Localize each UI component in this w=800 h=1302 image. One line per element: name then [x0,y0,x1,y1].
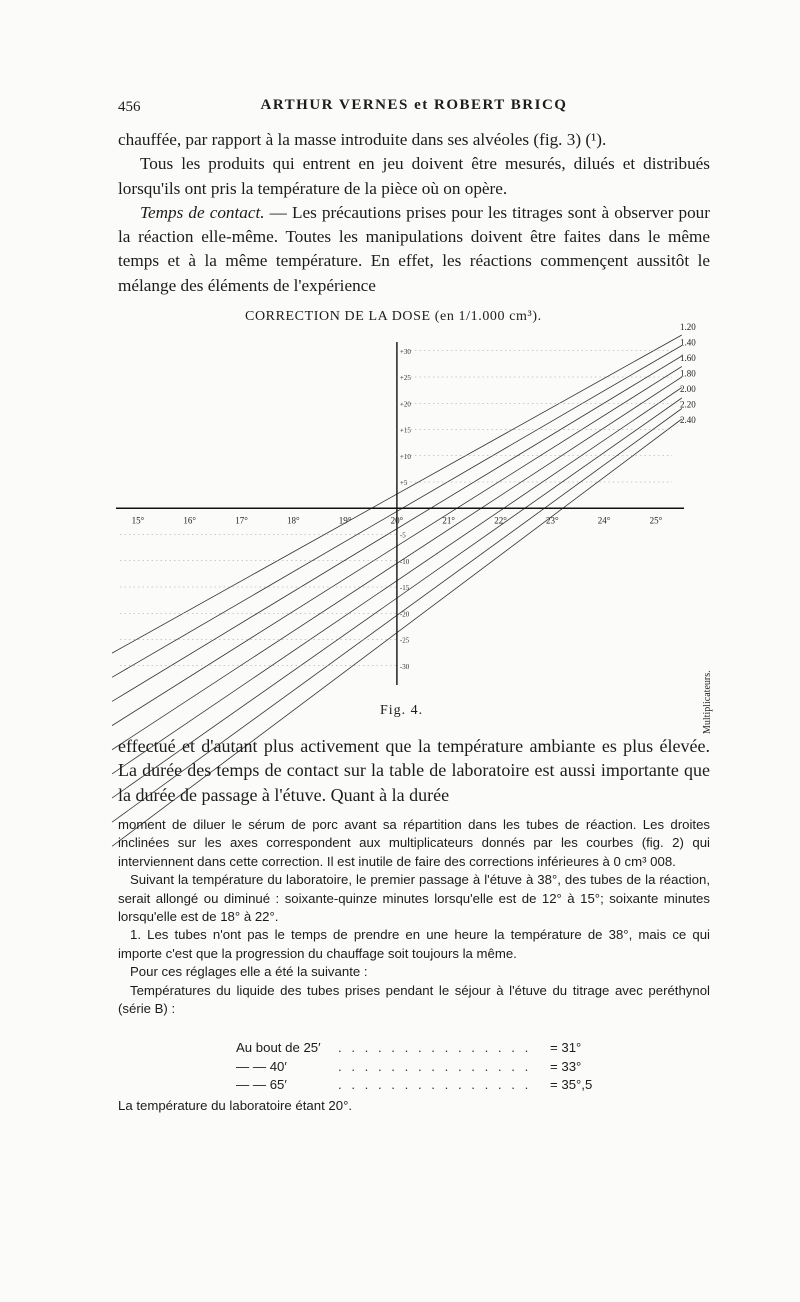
paragraph: effectué et d'autant plus activement que la température ambiante es plus élevée. La durée des temps de contact sur la table de laboratoire est aussi importante que la durée de passage à l'étuve. Quant à la durée [118,736,710,805]
x-tick-label: 15° [131,515,145,526]
x-tick-label: 18° [287,515,300,526]
row-label: — — 65′ [236,1077,287,1092]
row-dots: . . . . . . . . . . . . . . . [338,1040,532,1055]
y-tick-label: -5 [399,531,406,540]
y-tick-label: +10 [399,452,411,461]
x-tick-label: 21° [442,515,456,526]
x-tick-label: 16° [183,515,197,526]
row-label: Au bout de 25′ [236,1040,321,1055]
y-tick-label: -30 [399,662,410,671]
temperature-table [118,1040,710,1096]
multiplier-label: 1.80 [680,368,696,379]
y-tick-label: +5 [399,479,408,487]
table-row [118,1059,710,1078]
x-tick-label: 23° [546,515,559,526]
y-tick-label: +20 [399,400,411,409]
multiplier-label: 2.00 [680,384,696,394]
x-tick-label: 20° [390,515,404,526]
table-row [118,1040,710,1059]
row-value: = 33° [550,1058,582,1074]
footnote-paragraph: Températures du liquide des tubes prises pendant le séjour à l'étuve du titrage avec peréthynol (série B) : [118,982,710,1017]
footnote-paragraph: moment de diluer le sérum de porc avant sa répartition dans les tubes de réaction. Les droites inclinées sur les axes correspondent aux multiplicateurs donnés par les courbes (fig. 2) qui interviennent dans cette correction. Il est inutile de faire des corrections inférieures à 0 cm³ 008. [118,817,710,869]
row-label: — — 40′ [236,1058,287,1074]
body-text-mid [118,734,710,807]
footnote-paragraph: 1. Les tubes n'ont pas le temps de prendre en une heure la température de 38°, mais ce qui importe c'est que la progression du chauffage soit toujours la même. [118,927,710,961]
x-tick-label: 17° [235,515,248,526]
table-row [118,1077,710,1096]
y-tick-label: -15 [399,584,410,592]
footnote-closing: La température du laboratoire étant 20°. [118,1098,353,1113]
row-dots: . . . . . . . . . . . . . . . [338,1077,532,1092]
row-value: = 35°,5 [550,1077,593,1092]
multiplier-axis-label: Multiplicateurs. [702,670,713,734]
y-tick-label: -20 [399,610,410,619]
multiplier-label: 1.20 [680,322,696,332]
paragraph-body: — Les précautions prises pour les titrages sont à observer pour la réaction elle-même. Toutes les manipulations doivent être faites dans le même temps et à la même température. En effet, les réactions commençent aussitôt le mélange des éléments de l'expérience [118,202,710,295]
page-header [118,97,710,123]
paragraph [118,201,710,298]
footnote-closing-block [118,1097,710,1115]
multiplier-label: 2.20 [680,399,696,410]
footnote-paragraph: Suivant la température du laboratoire, le premier passage à l'étuve à 38°, des tubes de la réaction, serait allongé ou diminué : soixante-quinze minutes lorsqu'elle est de 12° à 15°; soixante minutes lorsqu'elle est de 18° à 22°. [118,872,710,925]
x-tick-label: 25° [649,515,663,526]
figure-title: CORRECTION DE LA DOSE (en 1/1.000 cm³). [245,309,542,324]
footnote-block [118,816,710,1018]
multiplier-label: 1.60 [680,353,696,363]
multiplier-label: 2.40 [680,415,696,425]
body-text-top [118,128,710,298]
footnote-paragraph: Pour ces réglages elle a été la suivante : [130,964,368,980]
paragraph: Tous les produits qui entrent en jeu doivent être mesurés, dilués et distribués lorsqu'ils ont pris la température de la pièce où on opère. [118,154,710,198]
figure-caption: Fig. 4. [380,703,424,718]
row-dots: . . . . . . . . . . . . . . . [338,1058,532,1074]
x-tick-label: 22° [494,515,507,526]
y-tick-label: -10 [399,557,410,566]
x-tick-label: 19° [338,515,352,526]
page-number: 456 [118,99,141,115]
y-tick-label: +15 [399,426,411,435]
y-tick-label: +30 [399,347,411,356]
y-tick-label: +25 [399,374,411,382]
section-title: Temps de contact. [140,202,265,222]
y-tick-label: -25 [399,636,410,645]
x-tick-label: 24° [597,515,611,526]
running-title: ARTHUR VERNES et ROBERT BRICQ [260,97,568,113]
multiplier-label: 1.40 [680,337,696,348]
paragraph: chauffée, par rapport à la masse introduite dans ses alvéoles (fig. 3) (¹). [118,130,607,149]
row-value: = 31° [550,1040,582,1055]
